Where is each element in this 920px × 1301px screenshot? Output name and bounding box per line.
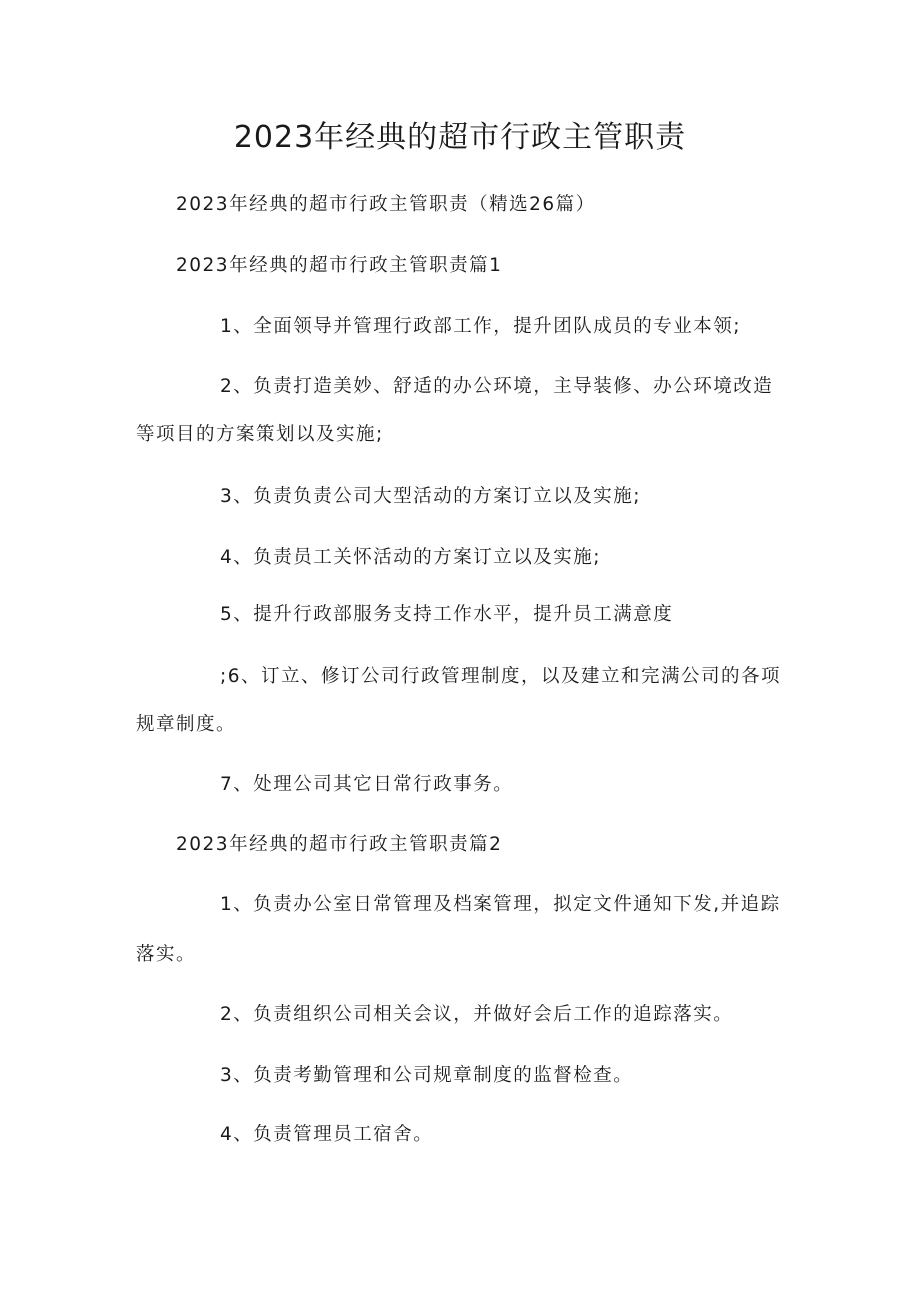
paragraph-line: 7、处理公司其它日常行政事务。: [220, 774, 514, 795]
paragraph-line: 落实。: [136, 944, 197, 965]
document-subtitle: 2023年经典的超市行政主管职责（精选26篇）: [176, 194, 596, 215]
section-heading-1: 2023年经典的超市行政主管职责篇1: [176, 255, 503, 276]
section-heading-2: 2023年经典的超市行政主管职责篇2: [176, 834, 503, 855]
paragraph-line: ;6、订立、修订公司行政管理制度，以及建立和完满公司的各项: [220, 666, 782, 687]
paragraph-line: 等项目的方案策划以及实施;: [136, 424, 384, 445]
document-title: 2023年经典的超市行政主管职责: [233, 120, 687, 155]
paragraph-line: 4、负责管理员工宿舍。: [220, 1124, 434, 1145]
paragraph-line: 规章制度。: [136, 714, 237, 735]
paragraph-line: 4、负责员工关怀活动的方案订立以及实施;: [220, 547, 602, 568]
paragraph-line: 1、负责办公室日常管理及档案管理，拟定文件通知下发,并追踪: [220, 894, 781, 915]
paragraph-line: 2、负责组织公司相关会议，并做好会后工作的追踪落实。: [220, 1004, 734, 1025]
paragraph-line: 3、负责考勤管理和公司规章制度的监督检查。: [220, 1065, 634, 1086]
paragraph-line: 2、负责打造美妙、舒适的办公环境，主导装修、办公环境改造: [220, 376, 774, 397]
paragraph-line: 5、提升行政部服务支持工作水平，提升员工满意度: [220, 604, 674, 625]
paragraph-line: 1、全面领导并管理行政部工作，提升团队成员的专业本领;: [220, 316, 742, 337]
paragraph-line: 3、负责负责公司大型活动的方案订立以及实施;: [220, 486, 642, 507]
